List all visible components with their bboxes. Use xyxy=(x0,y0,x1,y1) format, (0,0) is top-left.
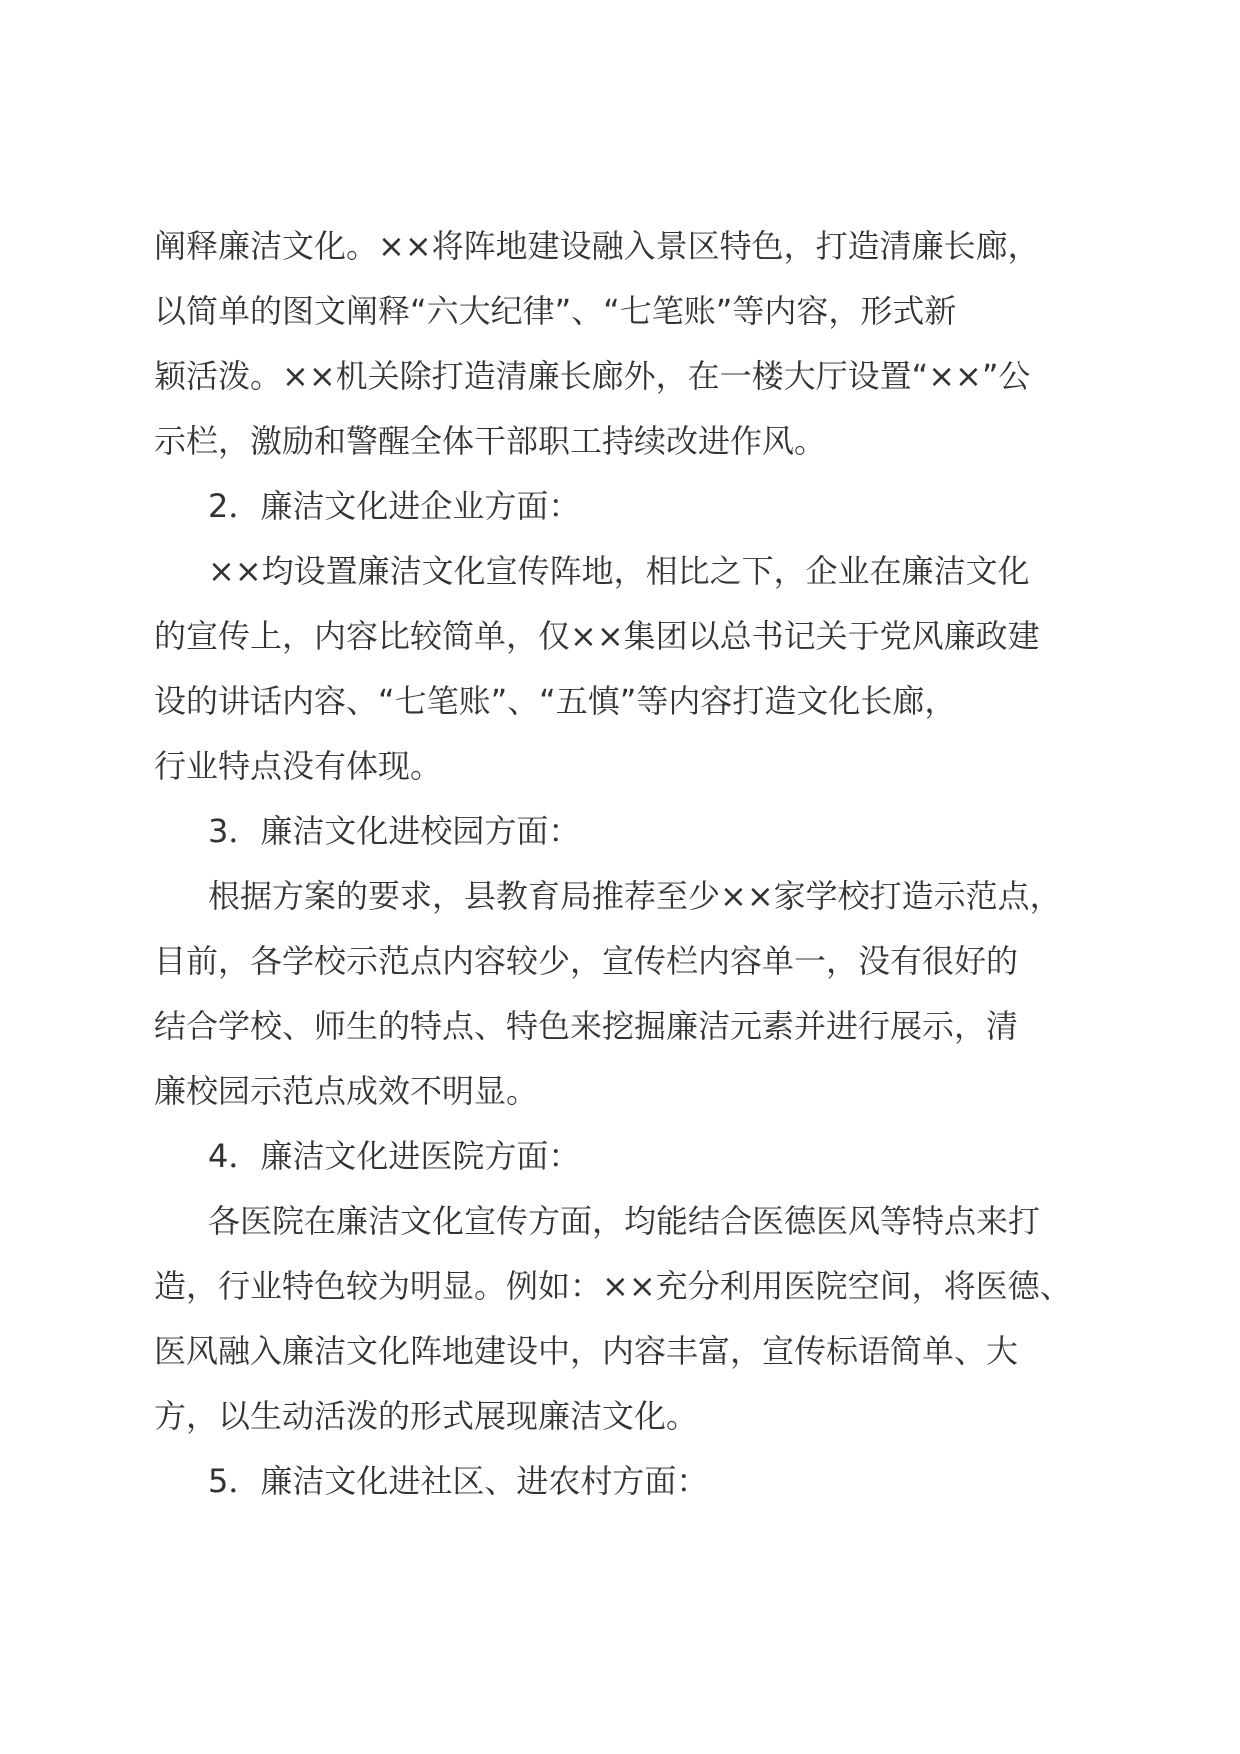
paragraph-line: 示栏，激励和警醒全体干部职工持续改进作风。 xyxy=(154,422,827,460)
paragraph-line: 廉校园示范点成效不明显。 xyxy=(154,1072,539,1110)
paragraph-line: 阐释廉洁文化。××将阵地建设融入景区特色，打造清廉长廊， xyxy=(154,227,1040,265)
paragraph-line: 方，以生动活泼的形式展现廉洁文化。 xyxy=(154,1397,699,1435)
paragraph-line: 根据方案的要求，县教育局推荐至少××家学校打造示范点， xyxy=(208,877,1062,915)
section-heading-3: 3．廉洁文化进校园方面： xyxy=(208,812,581,850)
paragraph-line: 医风融入廉洁文化阵地建设中，内容丰富，宣传标语简单、大 xyxy=(154,1332,1019,1370)
paragraph-line: 设的讲话内容、“七笔账”、“五慎”等内容打造文化长廊， xyxy=(154,682,957,720)
paragraph-line: ××均设置廉洁文化宣传阵地，相比之下，企业在廉洁文化 xyxy=(208,552,1030,590)
paragraph-line: 行业特点没有体现。 xyxy=(154,747,443,785)
paragraph-line: 的宣传上，内容比较简单，仅××集团以总书记关于党风廉政建 xyxy=(154,617,1040,655)
section-heading-5: 5．廉洁文化进社区、进农村方面： xyxy=(208,1462,709,1500)
paragraph-line: 造，行业特色较为明显。例如：××充分利用医院空间，将医德、 xyxy=(154,1267,1072,1305)
paragraph-line: 颖活泼。××机关除打造清廉长廊外，在一楼大厅设置“××”公 xyxy=(154,357,1031,395)
section-heading-2: 2．廉洁文化进企业方面： xyxy=(208,487,581,525)
document-body xyxy=(154,214,1114,1514)
section-heading-4: 4．廉洁文化进医院方面： xyxy=(208,1137,581,1175)
paragraph-line: 目前，各学校示范点内容较少，宣传栏内容单一，没有很好的 xyxy=(154,942,1019,980)
paragraph-line: 各医院在廉洁文化宣传方面，均能结合医德医风等特点来打 xyxy=(208,1202,1041,1240)
paragraph-line: 以简单的图文阐释“六大纪律”、“七笔账”等内容，形式新 xyxy=(154,292,957,330)
paragraph-line: 结合学校、师生的特点、特色来挖掘廉洁元素并进行展示，清 xyxy=(154,1007,1019,1045)
